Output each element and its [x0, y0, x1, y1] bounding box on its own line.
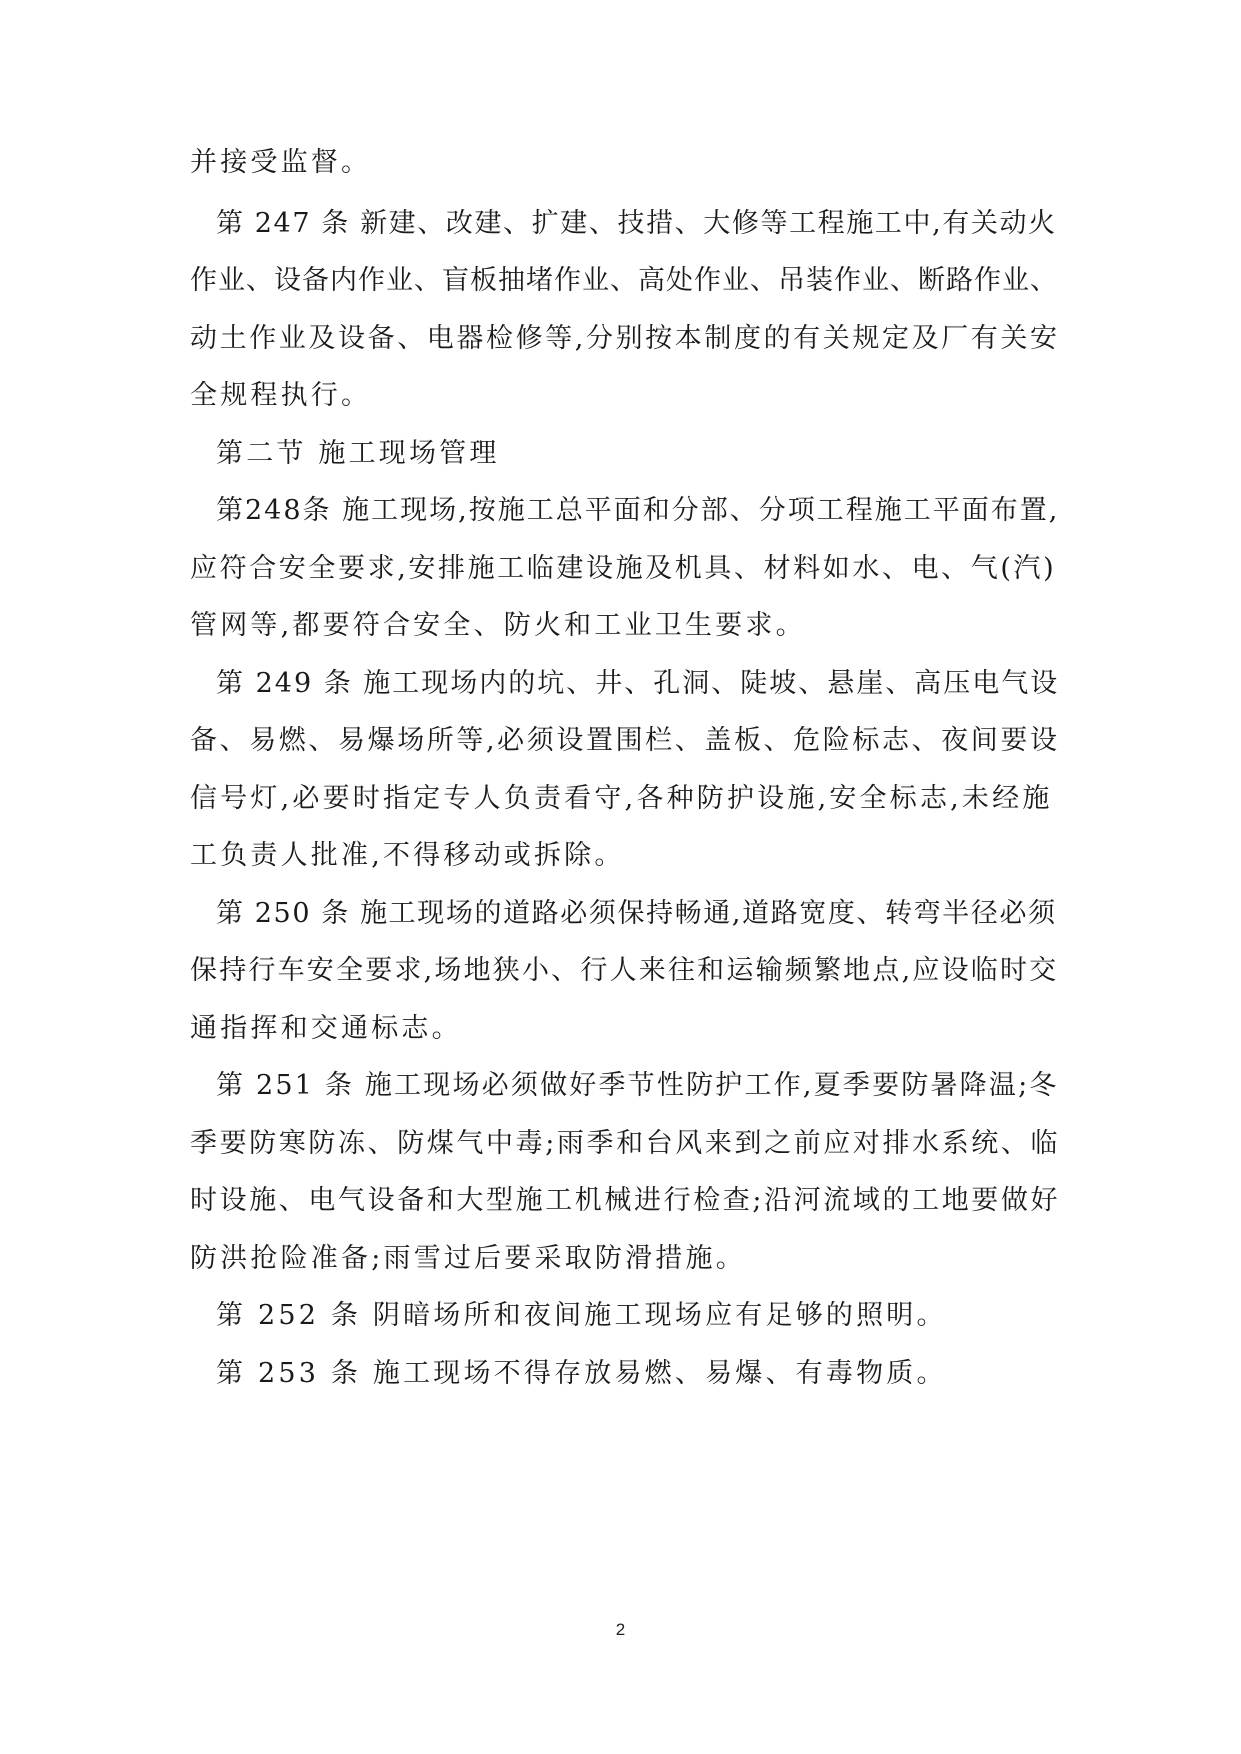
article-248-line-3: 管网等,都要符合安全、防火和工业卫生要求。: [190, 610, 806, 641]
continuation-line: 并接受监督。: [190, 147, 372, 178]
section-heading: 第二节 施工现场管理: [216, 438, 500, 469]
article-253-line: 第 253 条 施工现场不得存放易燃、易爆、有毒物质。: [216, 1358, 947, 1389]
article-249-line-2: 备、易燃、易爆场所等,必须设置围栏、盖板、危险标志、夜间要设: [190, 725, 1060, 756]
article-249-line-1: 第 249 条 施工现场内的坑、井、孔洞、陡坡、悬崖、高压电气设: [216, 668, 1060, 699]
article-250-line-3: 通指挥和交通标志。: [190, 1013, 462, 1044]
article-247-line-2: 作业、设备内作业、盲板抽堵作业、高处作业、吊装作业、断路作业、: [190, 265, 1058, 296]
article-248-line-1: 第248条 施工现场,按施工总平面和分部、分项工程施工平面布置,: [216, 495, 1060, 526]
article-251-line-3: 时设施、电气设备和大型施工机械进行检查;沿河流域的工地要做好: [190, 1185, 1061, 1216]
article-250-line-2: 保持行车安全要求,场地狭小、行人来往和运输频繁地点,应设临时交: [190, 955, 1059, 986]
article-251-line-1: 第 251 条 施工现场必须做好季节性防护工作,夏季要防暑降温;冬: [216, 1070, 1059, 1101]
article-252-line: 第 252 条 阴暗场所和夜间施工现场应有足够的照明。: [216, 1300, 947, 1331]
page-number: 2: [615, 1620, 626, 1639]
article-248-line-2: 应符合安全要求,安排施工临建设施及机具、材料如水、电、气(汽): [190, 553, 1057, 584]
article-250-line-1: 第 250 条 施工现场的道路必须保持畅通,道路宽度、转弯半径必须: [216, 898, 1057, 929]
article-249-line-3: 信号灯,必要时指定专人负责看守,各种防护设施,安全标志,未经施: [190, 783, 1053, 814]
article-247-line-3: 动土作业及设备、电器检修等,分别按本制度的有关规定及厂有关安: [190, 323, 1060, 354]
article-251-line-2: 季要防寒防冻、防煤气中毒;雨季和台风来到之前应对排水系统、临: [190, 1128, 1061, 1159]
article-247-line-4: 全规程执行。: [190, 380, 372, 411]
article-251-line-4: 防洪抢险准备;雨雪过后要采取防滑措施。: [190, 1243, 746, 1274]
article-249-line-4: 工负责人批准,不得移动或拆除。: [190, 840, 625, 871]
article-247-line-1: 第 247 条 新建、改建、扩建、技措、大修等工程施工中,有关动火: [216, 208, 1057, 239]
